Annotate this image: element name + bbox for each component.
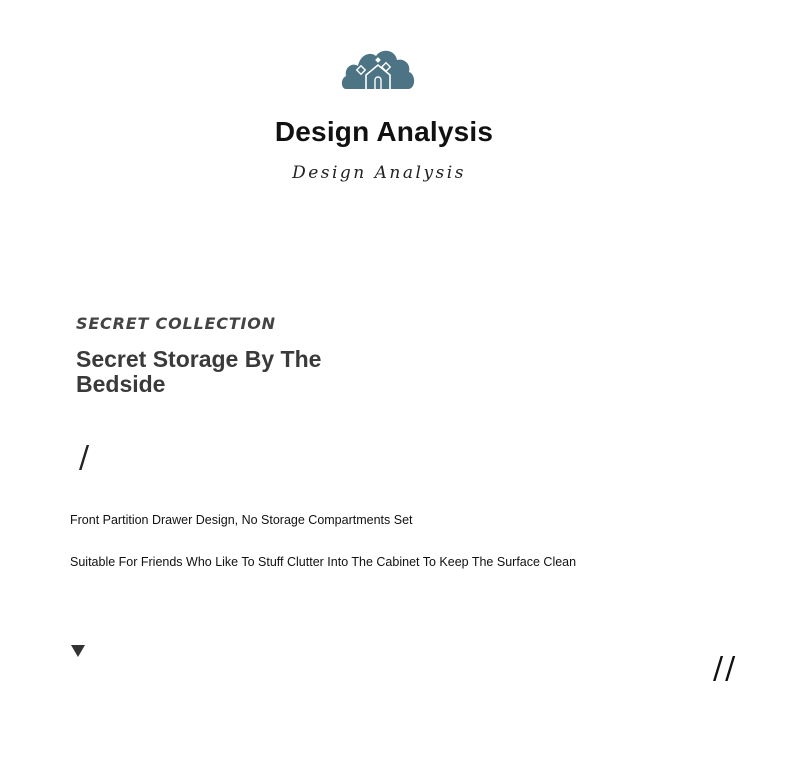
section-eyebrow: SECRET COLLECTION bbox=[76, 314, 276, 333]
description-line-1: Front Partition Drawer Design, No Storage Compartments Set bbox=[70, 513, 413, 527]
description-line-2: Suitable For Friends Who Like To Stuff Clutter Into The Cabinet To Keep The Surface Clean bbox=[70, 555, 577, 569]
slash-divider: / bbox=[79, 440, 90, 475]
brand-subtitle: Design Analysis bbox=[292, 163, 466, 183]
brand-title: Design Analysis bbox=[274, 116, 494, 147]
double-slash-marker: // bbox=[713, 651, 738, 686]
triangle-down-icon[interactable] bbox=[70, 644, 86, 658]
cloud-house-icon bbox=[340, 45, 416, 93]
section-title: Secret Storage By The Bedside bbox=[76, 346, 322, 397]
